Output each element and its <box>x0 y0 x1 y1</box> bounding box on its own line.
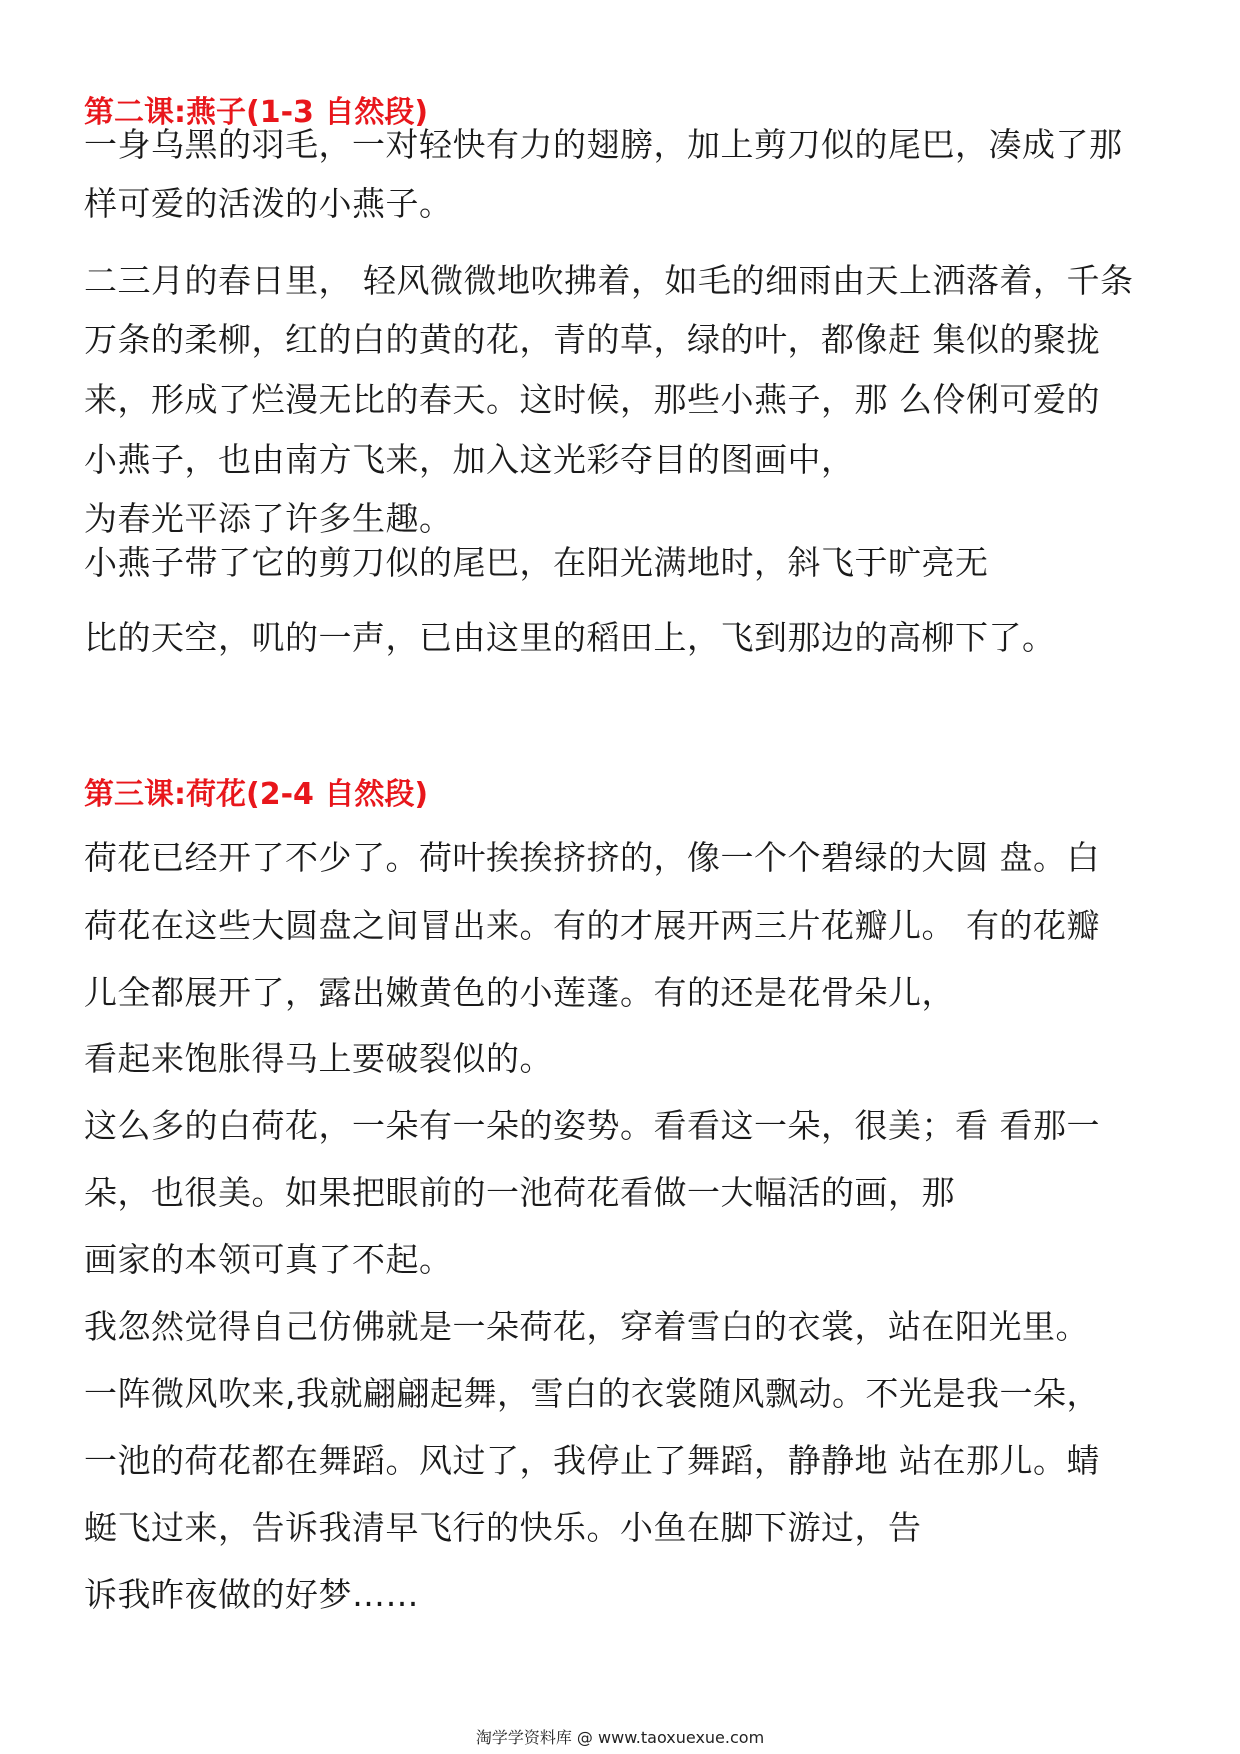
footer-watermark: 淘学学资料库 @ www.taoxuexue.com <box>475 1728 765 1747</box>
lesson3-line-9: 一阵微风吹来,我就翩翩起舞，雪白的衣裳随风飘动。不光是我一朵， <box>84 1374 1100 1413</box>
lesson3-line-3: 儿全都展开了，露出嫩黄色的小莲蓬。有的还是花骨朵儿， <box>84 973 955 1012</box>
lesson3-line-4: 看起来饱胀得马上要破裂似的。 <box>84 1039 553 1078</box>
lesson2-line-2: 样可爱的活泼的小燕子。 <box>84 184 453 223</box>
lesson2-line-3: 二三月的春日里， 轻风微微地吹拂着，如毛的细雨由天上洒落着，千条 <box>84 261 1134 300</box>
lesson3-line-7: 画家的本领可真了不起。 <box>84 1240 453 1279</box>
lesson2-line-5: 来，形成了烂漫无比的春天。这时候，那些小燕子，那 么伶俐可爱的 <box>84 380 1100 419</box>
lesson2-line-8: 小燕子带了它的剪刀似的尾巴，在阳光满地时，斜飞于旷亮无 <box>84 543 989 582</box>
lesson2-line-1: 一身乌黑的羽毛，一对轻快有力的翅膀，加上剪刀似的尾巴，凑成了那 <box>84 125 1123 164</box>
lesson3-line-2: 荷花在这些大圆盘之间冒出来。有的才展开两三片花瓣儿。 有的花瓣 <box>84 906 1100 945</box>
lesson3-line-12: 诉我昨夜做的好梦…… <box>84 1575 419 1614</box>
lesson3-line-8: 我忽然觉得自己仿佛就是一朵荷花，穿着雪白的衣裳，站在阳光里。 <box>84 1307 1089 1346</box>
lesson3-heading: 第三课:荷花(2-4 自然段) <box>84 777 429 812</box>
lesson2-line-4: 万条的柔柳，红的白的黄的花，青的草，绿的叶，都像赶 集似的聚拢 <box>84 320 1100 359</box>
lesson2-heading: 第二课:燕子(1-3 自然段) <box>84 95 429 130</box>
lesson2-line-7: 为春光平添了许多生趣。 <box>84 499 453 538</box>
lesson2-line-9: 比的天空，叽的一声，已由这里的稻田上，飞到那边的高柳下了。 <box>84 618 1056 657</box>
lesson3-line-10: 一池的荷花都在舞蹈。风过了，我停止了舞蹈，静静地 站在那儿。蜻 <box>84 1441 1100 1480</box>
lesson2-line-6: 小燕子，也由南方飞来，加入这光彩夺目的图画中， <box>84 440 855 479</box>
lesson3-line-5: 这么多的白荷花，一朵有一朵的姿势。看看这一朵，很美；看 看那一 <box>84 1106 1100 1145</box>
lesson3-line-11: 蜓飞过来，告诉我清早飞行的快乐。小鱼在脚下游过，告 <box>84 1508 922 1547</box>
lesson3-line-1: 荷花已经开了不少了。荷叶挨挨挤挤的，像一个个碧绿的大圆 盘。白 <box>84 838 1100 877</box>
lesson3-line-6: 朵，也很美。如果把眼前的一池荷花看做一大幅活的画，那 <box>84 1173 955 1212</box>
